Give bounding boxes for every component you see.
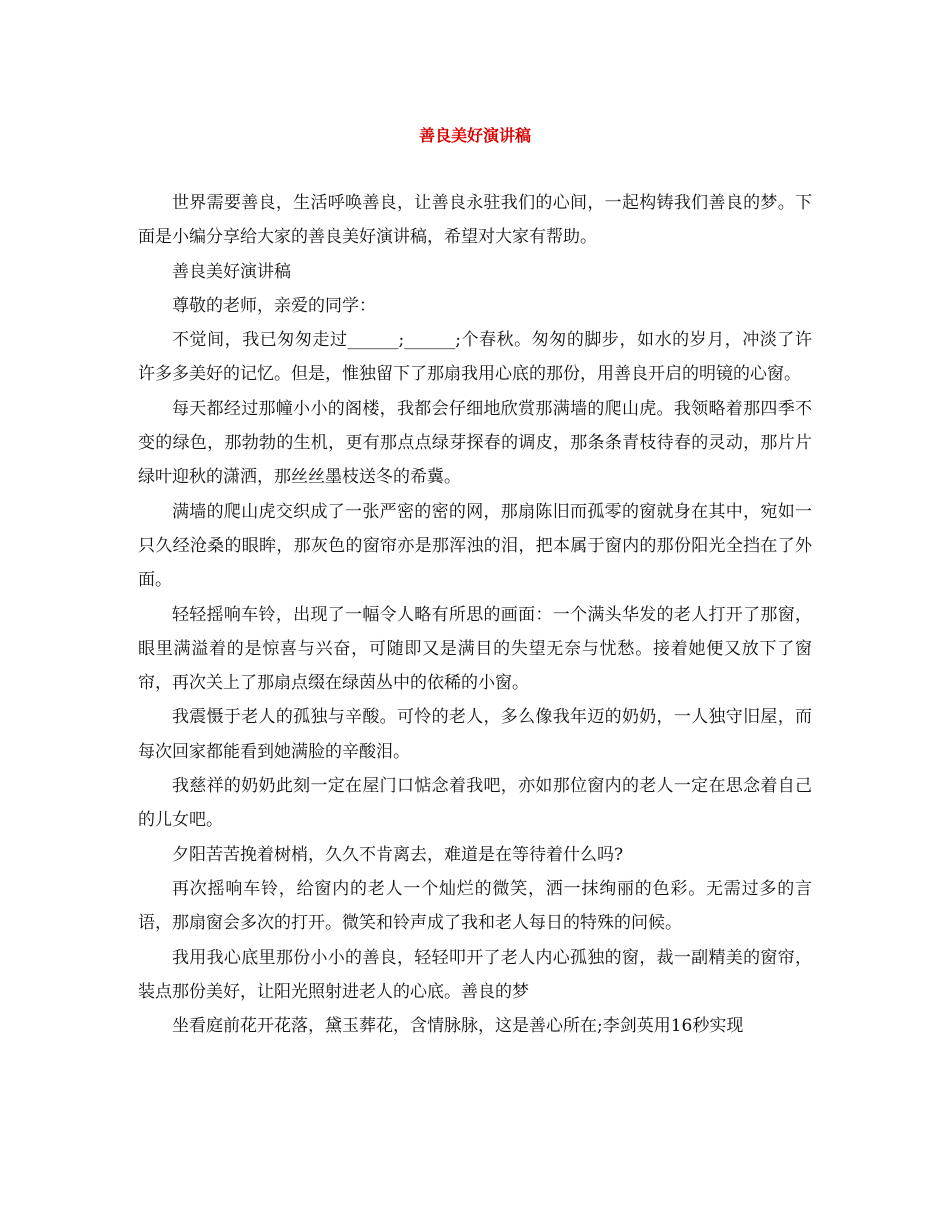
paragraph-intro: 世界需要善良，生活呼唤善良，让善良永驻我们的心间，一起构铸我们善良的梦。下面是小编分享给大家的善良美好演讲稿，希望对大家有帮助。 (138, 193, 812, 248)
paragraph-salutation: 尊敬的老师，亲爱的同学： (172, 295, 376, 316)
paragraph: 夕阳苦苦挽着树梢，久久不肯离去，难道是在等待着什么吗? (172, 844, 624, 865)
document-title: 善良美好演讲稿 (418, 126, 531, 145)
paragraph: 不觉间，我已匆匆走过______;______;个春秋。匆匆的脚步，如水的岁月，冲淡了许许多多美好的记忆。但是，惟独留下了那扇我用心底的那份，用善良开启的明镜的心窗。 (138, 330, 812, 385)
paragraph: 满墙的爬山虎交织成了一张严密的密的网，那扇陈旧而孤零的窗就身在其中，宛如一只久经沧桑的眼眸，那灰色的窗帘亦是那浑浊的泪，把本属于窗内的那份阳光全挡在了外面。 (138, 501, 812, 591)
paragraph: 每天都经过那幢小小的阁楼，我都会仔细地欣赏那满墙的爬山虎。我领略着那四季不变的绿色，那勃勃的生机，更有那点点绿芽探春的调皮，那条条青枝待春的灵动，那片片绿叶迎秋的潇洒，那丝丝墨枝送冬的希冀。 (138, 398, 812, 488)
paragraph: 坐看庭前花开花落，黛玉葬花，含情脉脉，这是善心所在;李剑英用16秒实现 (172, 1016, 744, 1037)
paragraph-subtitle: 善良美好演讲稿 (172, 261, 291, 282)
paragraph: 我震慑于老人的孤独与辛酸。可怜的老人，多么像我年迈的奶奶，一人独守旧屋，而每次回家都能看到她满脸的辛酸泪。 (138, 707, 812, 762)
paragraph: 我慈祥的奶奶此刻一定在屋门口惦念着我吧，亦如那位窗内的老人一定在思念着自己的儿女吧。 (138, 776, 812, 831)
paragraph: 我用我心底里那份小小的善良，轻轻叩开了老人内心孤独的窗，裁一副精美的窗帘，装点那份美好，让阳光照射进老人的心底。善良的梦 (138, 947, 812, 1002)
document-body (138, 186, 812, 1043)
paragraph: 再次摇响车铃，给窗内的老人一个灿烂的微笑，洒一抹绚丽的色彩。无需过多的言语，那扇窗会多次的打开。微笑和铃声成了我和老人每日的特殊的问候。 (138, 878, 812, 934)
paragraph: 轻轻摇响车铃，出现了一幅令人略有所思的画面：一个满头华发的老人打开了那窗，眼里满溢着的是惊喜与兴奋，可随即又是满目的失望无奈与忧愁。接着她便又放下了窗帘，再次关上了那扇点缀在绿茵丛中的依稀的小窗。 (138, 604, 812, 694)
